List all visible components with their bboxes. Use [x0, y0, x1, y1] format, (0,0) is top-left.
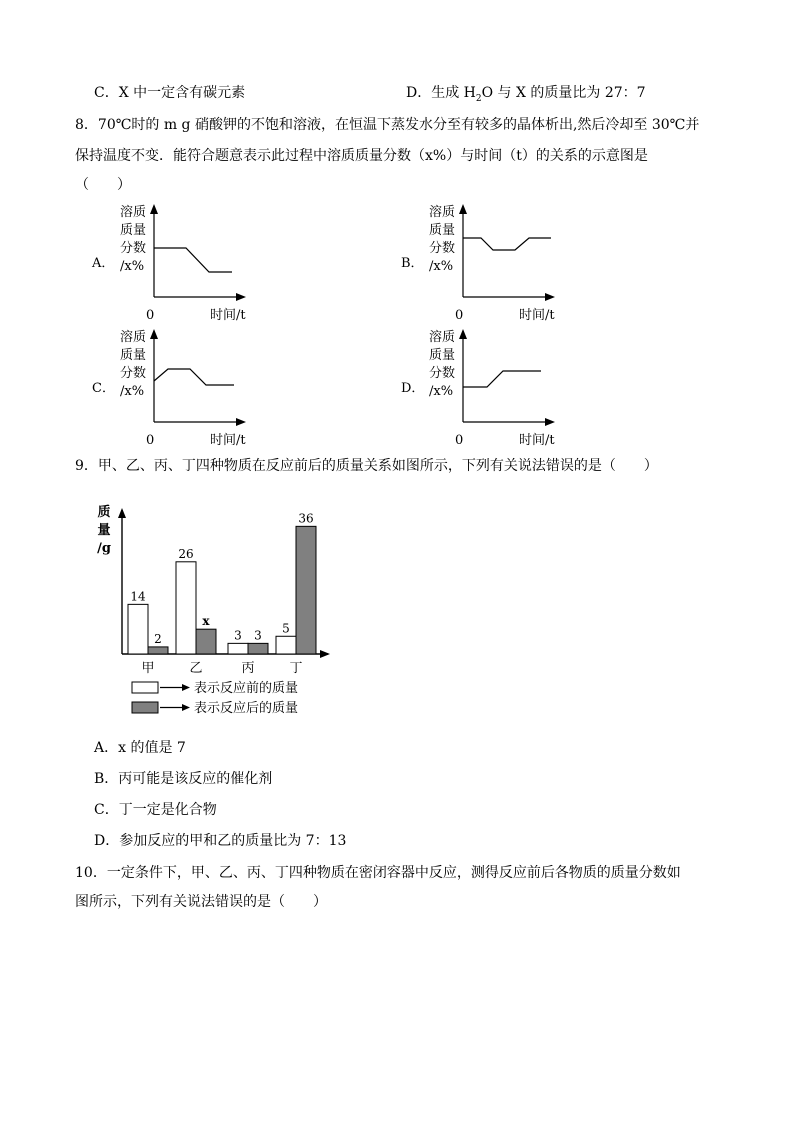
bar-value-label: 26 [178, 546, 194, 561]
q8-ylabel-line: 分数 [429, 366, 456, 381]
q9-option-c[interactable]: C．丁一定是化合物 [94, 802, 217, 818]
bar-after [296, 526, 316, 654]
q8-ylabel-line: 分数 [120, 366, 147, 381]
category-label: 丙 [241, 661, 255, 676]
bar-after [248, 643, 268, 654]
q8-ylabel-line: 分数 [120, 241, 147, 256]
q9-option-a[interactable]: A．x 的值是 7 [94, 740, 186, 756]
q8-ylabel-line: 溶质 [120, 205, 147, 220]
bar-after [196, 629, 216, 654]
bar-before [228, 643, 248, 654]
y-axis-label: /g [97, 541, 111, 556]
q8-option-letter: B． [401, 256, 424, 271]
q8-ylabel-line: 质量 [120, 348, 147, 363]
q8-origin-label: 0 [146, 433, 155, 448]
bar-before [128, 604, 148, 654]
y-axis-label: 量 [97, 523, 111, 538]
q8-curve [463, 238, 551, 250]
q8-ylabel-line: 质量 [120, 223, 147, 238]
q8-x-arrow [545, 418, 555, 426]
legend-label: 表示反应后的质量 [194, 701, 299, 716]
q8-ylabel-line: 溶质 [120, 330, 147, 345]
bar-before [276, 636, 296, 654]
q9-option-b[interactable]: B．丙可能是该反应的催化剂 [94, 771, 273, 787]
option-c-prev: C．X 中一定含有碳元素 [94, 85, 246, 101]
q10-stem-line2: 图所示，下列有关说法错误的是（ ） [75, 894, 327, 910]
q8-axes [463, 333, 551, 422]
q8-y-arrow [150, 204, 158, 214]
q8-axes [463, 208, 551, 297]
q10-stem-line1: 10．一定条件下，甲、乙、丙、丁四种物质在密闭容器中反应，测得反应前后各物质的质量分数如 [75, 865, 681, 881]
q8-origin-label: 0 [455, 308, 464, 323]
q8-xlabel: 时间/t [519, 433, 555, 448]
q8-origin-label: 0 [455, 433, 464, 448]
q8-option-letter: C． [92, 381, 115, 396]
q8-ylabel-line: /x% [429, 384, 454, 399]
legend-swatch [132, 702, 158, 713]
q8-option-a[interactable] [92, 200, 272, 330]
legend-arrow-head [182, 704, 190, 711]
q8-option-letter: A． [92, 256, 115, 271]
q8-xlabel: 时间/t [210, 433, 246, 448]
bar-before [176, 562, 196, 654]
legend-arrow-head [182, 684, 190, 691]
bar-value-label: 3 [254, 628, 262, 643]
q8-stem-line2: 保持温度不变．能符合题意表示此过程中溶质质量分数（x%）与时间（t）的关系的示意图是 [75, 148, 648, 164]
q8-ylabel-line: 溶质 [429, 330, 456, 345]
bar-value-label: 2 [154, 631, 162, 646]
q8-x-arrow [236, 418, 246, 426]
q8-curve [154, 369, 234, 385]
q8-ylabel-line: 分数 [429, 241, 456, 256]
q8-option-b[interactable] [401, 200, 581, 330]
q9-bar-chart [90, 488, 350, 724]
q8-origin-label: 0 [146, 308, 155, 323]
q8-xlabel: 时间/t [519, 308, 555, 323]
q8-ylabel-line: 质量 [429, 348, 456, 363]
q8-y-arrow [459, 204, 467, 214]
q8-y-arrow [150, 329, 158, 339]
bar-value-label: 3 [234, 628, 242, 643]
q9-stem: 9．甲、乙、丙、丁四种物质在反应前后的质量关系如图所示，下列有关说法错误的是（ ） [75, 458, 658, 474]
option-d-prev: D．生成 $H_2O$ 与 X 的质量比为 27：7 [406, 85, 646, 104]
q8-ylabel-line: 溶质 [429, 205, 456, 220]
bar-value-label: 14 [130, 589, 146, 604]
category-label: 丁 [289, 661, 303, 676]
q8-stem-line1: 8．70℃时的 m g 硝酸钾的不饱和溶液，在恒温下蒸发水分至有较多的晶体析出,然后冷却至 30℃并 [75, 117, 700, 133]
category-label: 甲 [141, 661, 155, 676]
y-axis-arrow [118, 508, 126, 518]
q8-option-d[interactable] [401, 325, 581, 455]
q8-ylabel-line: /x% [120, 384, 145, 399]
q8-ylabel-line: /x% [429, 259, 454, 274]
q8-y-arrow [459, 329, 467, 339]
q8-xlabel: 时间/t [210, 308, 246, 323]
category-label: 乙 [189, 661, 203, 676]
legend-label: 表示反应前的质量 [194, 681, 299, 696]
q8-option-c[interactable] [92, 325, 272, 455]
x-axis-arrow [320, 650, 330, 658]
q9-option-d[interactable]: D．参加反应的甲和乙的质量比为 7：13 [94, 833, 347, 849]
q8-ylabel-line: /x% [120, 259, 145, 274]
q8-answer-paren: （ ） [75, 177, 131, 193]
y-axis-label: 质 [97, 505, 111, 520]
legend-swatch [132, 682, 158, 693]
q8-axes [154, 208, 242, 297]
q8-x-arrow [545, 293, 555, 301]
bar-value-label: x [202, 614, 210, 629]
q8-curve [463, 371, 541, 387]
q8-option-letter: D． [401, 381, 425, 396]
q8-ylabel-line: 质量 [429, 223, 456, 238]
q8-x-arrow [236, 293, 246, 301]
bar-after [148, 647, 168, 654]
q8-curve [154, 248, 232, 272]
bar-value-label: 36 [298, 511, 314, 526]
bar-value-label: 5 [282, 621, 290, 636]
